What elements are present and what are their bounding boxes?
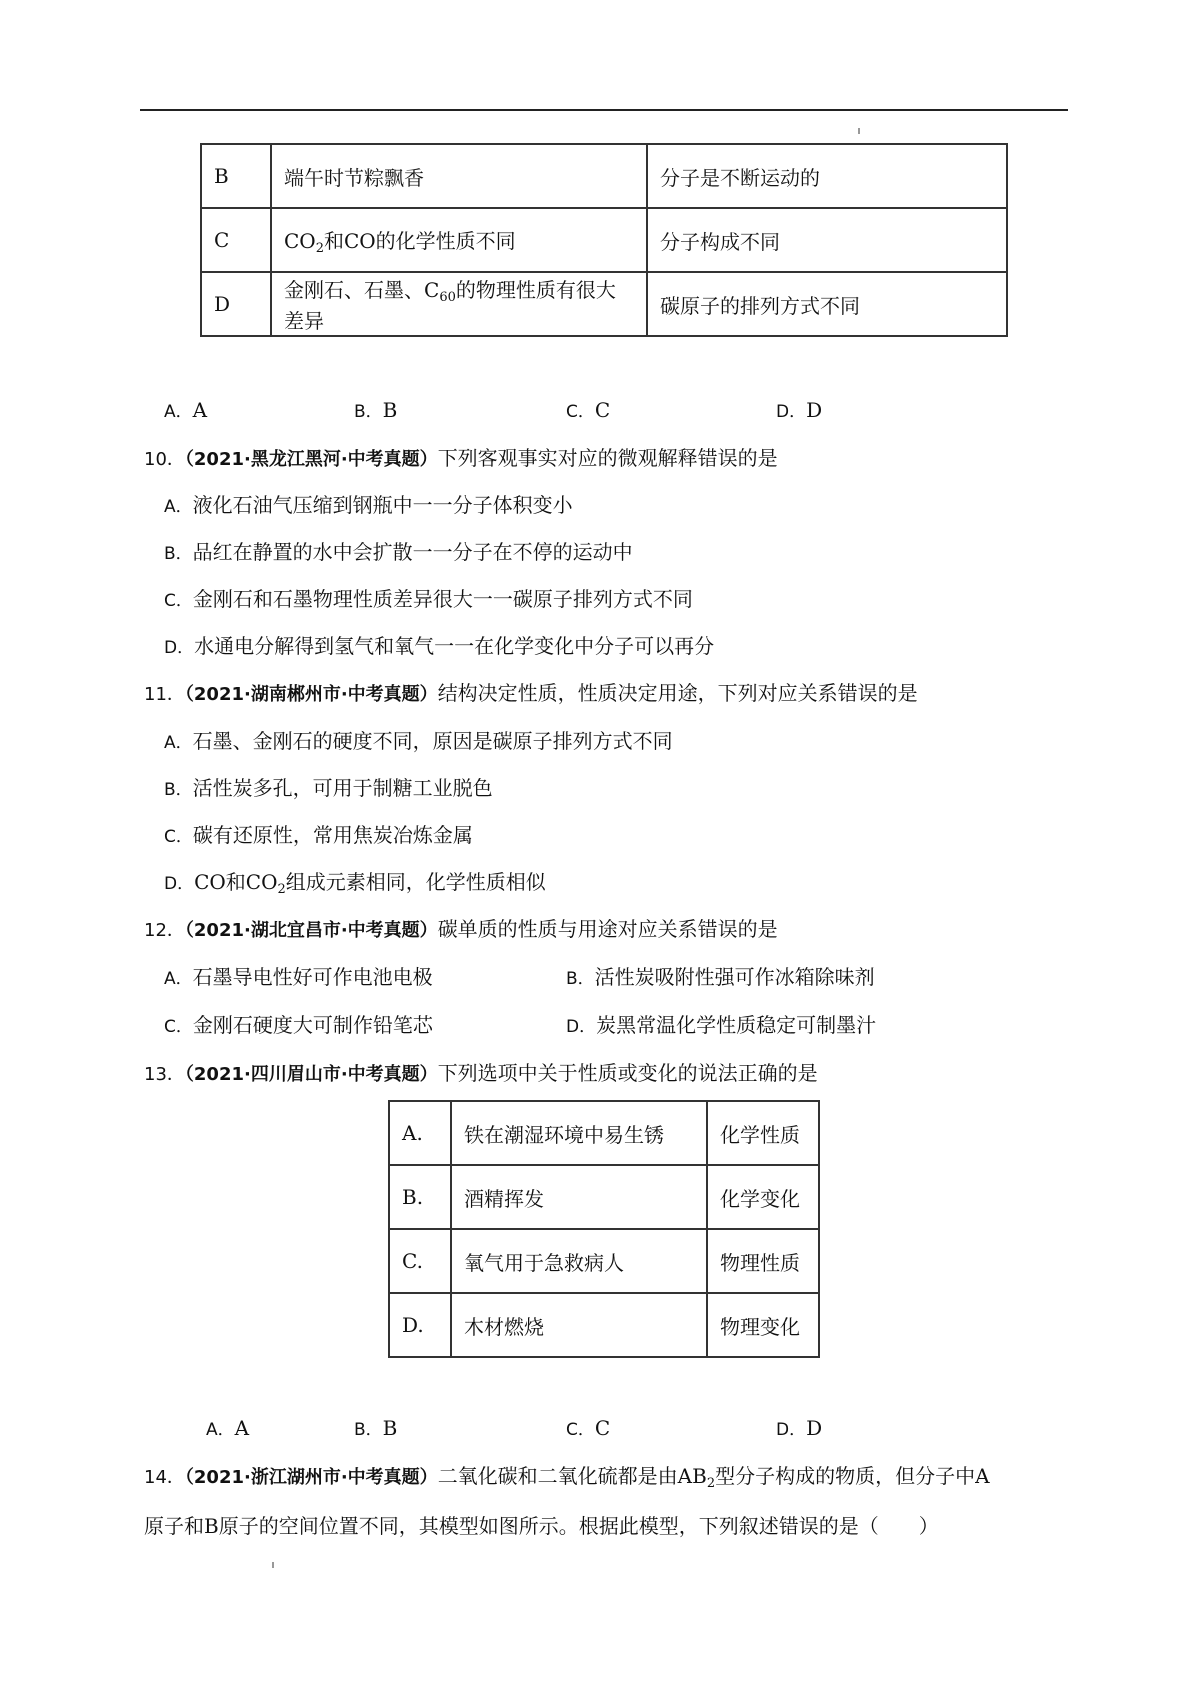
- table-row: [389, 1293, 819, 1357]
- option-text: 组成元素相同，化学性质相似: [285, 870, 546, 894]
- option-text: 金刚石硬度大可制作铅笔芯: [192, 1013, 433, 1037]
- option-d: [566, 1011, 876, 1041]
- option-label: A．: [164, 733, 193, 753]
- option-b: [164, 538, 633, 568]
- option-d: [164, 868, 546, 904]
- question-10: [144, 444, 778, 474]
- option-c: [164, 1011, 433, 1041]
- option-text: A: [192, 398, 208, 422]
- option-label: B．: [354, 1420, 383, 1440]
- subscript: 2: [315, 240, 324, 256]
- table-row: [201, 272, 1007, 336]
- question-stem: 结构决定性质，性质决定用途，下列对应关系错误的是: [437, 681, 918, 705]
- row-type: 化学变化: [707, 1165, 819, 1229]
- option-b: [164, 774, 493, 804]
- row-fact: [271, 272, 647, 336]
- option-a: [164, 727, 673, 757]
- row-letter: C.: [389, 1229, 451, 1293]
- question-stem: 下列选项中关于性质或变化的说法正确的是: [437, 1061, 818, 1085]
- option-text: 金刚石和石墨物理性质差异很大一一碳原子排列方式不同: [192, 587, 693, 611]
- option-text: D: [806, 1416, 823, 1440]
- option-label: C．: [566, 1420, 595, 1440]
- table-row: [389, 1101, 819, 1165]
- row-fact: [271, 208, 647, 272]
- option-label: D．: [164, 874, 195, 894]
- option-label: D．: [164, 638, 195, 658]
- question-number: 14．: [144, 1467, 185, 1488]
- table-row: [389, 1165, 819, 1229]
- option-c: [566, 396, 610, 426]
- row-letter: C: [201, 208, 271, 272]
- table-row: [201, 208, 1007, 272]
- table-row: [389, 1229, 819, 1293]
- option-c: [566, 1414, 610, 1444]
- option-b: [354, 396, 397, 426]
- row-description: 铁在潮湿环境中易生锈: [451, 1101, 707, 1165]
- option-label: C．: [164, 591, 193, 611]
- option-text: A: [234, 1416, 250, 1440]
- option-label: A．: [164, 497, 193, 517]
- option-b: [566, 963, 875, 993]
- option-text: C: [594, 1416, 611, 1440]
- option-text: 石墨、金刚石的硬度不同，原因是碳原子排列方式不同: [192, 729, 673, 753]
- row-letter: D.: [389, 1293, 451, 1357]
- question-stem: 二氧化碳和二氧化硫都是由AB: [437, 1464, 707, 1488]
- option-label: C．: [164, 1017, 193, 1037]
- option-d: [776, 396, 822, 426]
- row-description: 木材燃烧: [451, 1293, 707, 1357]
- question-number: 11．: [144, 684, 185, 705]
- option-text: 活性炭吸附性强可作冰箱除味剂: [594, 965, 875, 989]
- option-a: [164, 491, 573, 521]
- option-text: 碳有还原性，常用焦炭冶炼金属: [192, 823, 473, 847]
- header-rule: [140, 109, 1068, 111]
- option-text: 炭黑常温化学性质稳定可制墨汁: [596, 1013, 877, 1037]
- question-14-line-2: 原子和B原子的空间位置不同，其模型如图所示。根据此模型，下列叙述错误的是（ ）: [144, 1514, 939, 1538]
- option-text: 品红在静置的水中会扩散一一分子在不停的运动中: [192, 540, 633, 564]
- option-text: 水通电分解得到氢气和氧气一一在化学变化中分子可以再分: [194, 634, 715, 658]
- row-letter: B: [201, 144, 271, 208]
- row-letter: A.: [389, 1101, 451, 1165]
- option-text: 石墨导电性好可作电池电极: [192, 965, 433, 989]
- option-text: B: [382, 398, 398, 422]
- option-c: [164, 585, 693, 615]
- option-a: [206, 1414, 249, 1444]
- option-d: [164, 632, 714, 662]
- question-stem: 下列客观事实对应的微观解释错误的是: [437, 446, 778, 470]
- row-type: 化学性质: [707, 1101, 819, 1165]
- row-letter: B.: [389, 1165, 451, 1229]
- question-number: 12．: [144, 920, 185, 941]
- question-source: （2021·浙江湖州市·中考真题）: [184, 1467, 438, 1488]
- option-label: A．: [164, 402, 193, 422]
- row-explanation: 碳原子的排列方式不同: [647, 272, 1007, 336]
- scan-mark: [858, 128, 860, 134]
- option-label: B．: [164, 544, 193, 564]
- option-text: B: [382, 1416, 398, 1440]
- row-fact: 端午时节粽飘香: [271, 144, 647, 208]
- option-label: A．: [206, 1420, 235, 1440]
- question-14: [144, 1462, 990, 1498]
- row-explanation: 分子是不断运动的: [647, 144, 1007, 208]
- fact-text: 的物理性质有很大差异: [284, 278, 616, 333]
- fact-text: 金刚石、石墨、C: [284, 278, 440, 302]
- option-text: 液化石油气压缩到钢瓶中一一分子体积变小: [192, 493, 573, 517]
- option-label: B．: [354, 402, 383, 422]
- option-label: C．: [566, 402, 595, 422]
- row-type: 物理性质: [707, 1229, 819, 1293]
- option-text: D: [806, 398, 823, 422]
- table-row: [201, 144, 1007, 208]
- option-label: D．: [566, 1017, 597, 1037]
- option-a: [164, 963, 433, 993]
- question-source: （2021·湖南郴州市·中考真题）: [184, 684, 438, 705]
- question-source: （2021·湖北宜昌市·中考真题）: [184, 920, 438, 941]
- scan-mark: [272, 1562, 274, 1568]
- row-description: 酒精挥发: [451, 1165, 707, 1229]
- subscript: 60: [439, 290, 456, 305]
- row-letter: D: [201, 272, 271, 336]
- option-b: [354, 1414, 397, 1444]
- comparison-table: [200, 143, 1008, 337]
- option-label: B．: [164, 780, 193, 800]
- property-table: [388, 1100, 820, 1358]
- question-number: 10．: [144, 449, 185, 470]
- row-description: 氧气用于急救病人: [451, 1229, 707, 1293]
- question-source: （2021·四川眉山市·中考真题）: [184, 1064, 438, 1085]
- option-a: [164, 396, 207, 426]
- option-c: [164, 821, 473, 851]
- question-13: [144, 1059, 818, 1089]
- question-12: [144, 915, 778, 945]
- option-label: A．: [164, 969, 193, 989]
- option-d: [776, 1414, 822, 1444]
- option-text: CO和CO: [194, 870, 278, 894]
- row-type: 物理变化: [707, 1293, 819, 1357]
- question-stem: 型分子构成的物质，但分子中A: [715, 1464, 990, 1488]
- option-label: D．: [776, 402, 807, 422]
- subscript: 2: [706, 1476, 716, 1491]
- question-11: [144, 679, 918, 709]
- question-number: 13．: [144, 1064, 185, 1085]
- formula-text: CO: [284, 228, 316, 253]
- option-text: C: [594, 398, 611, 422]
- option-label: B．: [566, 969, 595, 989]
- subscript: 2: [277, 882, 286, 897]
- row-explanation: 分子构成不同: [647, 208, 1007, 272]
- fact-text: 和CO的化学性质不同: [323, 228, 516, 253]
- option-label: C．: [164, 827, 193, 847]
- option-text: 活性炭多孔，可用于制糖工业脱色: [192, 776, 493, 800]
- option-label: D．: [776, 1420, 807, 1440]
- question-stem: 碳单质的性质与用途对应关系错误的是: [437, 917, 778, 941]
- question-source: （2021·黑龙江黑河·中考真题）: [184, 449, 438, 470]
